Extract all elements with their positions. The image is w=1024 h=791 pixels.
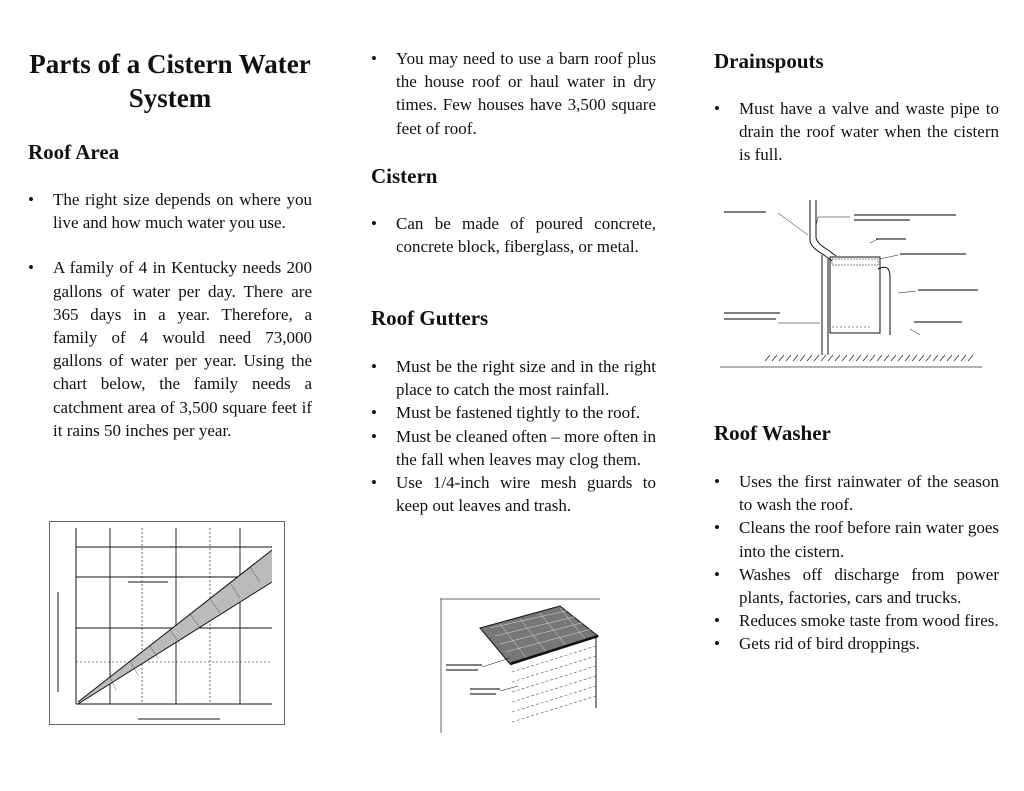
roof-washer-heading: Roof Washer (714, 421, 831, 445)
list-item: • A family of 4 in Kentucky needs 200 gallons of water per day. There are 365 days in a year. Therefore, a family of 4 would need 73,000 gallons of water per year. Using the chart below, the family needs a catchment area of 3,500 square feet if it rains 50 inches per year. (28, 256, 312, 442)
drainspout-diagram (720, 195, 984, 370)
roof-washer-list (714, 470, 999, 656)
drainspout-diagram-figure (720, 195, 984, 370)
cistern-list (371, 212, 656, 258)
list-item: • Washes off discharge from power plants, factories, cars and trucks. (714, 563, 999, 609)
list-item: • Must be fastened tightly to the roof. (371, 401, 656, 424)
drainspouts-heading: Drainspouts (714, 49, 824, 73)
chart-grid (76, 528, 272, 704)
list-item: • Use 1/4-inch wire mesh guards to keep out leaves and trash. (371, 471, 656, 517)
page-title: Parts of a Cistern Water System (29, 49, 311, 113)
gutter-illustration-figure (440, 598, 600, 733)
gutter-illustration (440, 598, 600, 733)
downspout-pipe (810, 200, 832, 261)
series-line (78, 550, 272, 702)
list-item: • Must be the right size and in the right place to catch the most rainfall. (371, 355, 656, 401)
list-item: • Can be made of poured concrete, concrete block, fiberglass, or metal. (371, 212, 656, 258)
list-item: • You may need to use a barn roof plus the house roof or haul water in dry times. Few houses have 3,500 square feet of roof. (371, 47, 656, 140)
cistern-heading: Cistern (371, 164, 438, 188)
series-line (78, 582, 272, 704)
ground-hatch (765, 355, 973, 361)
list-item: • Gets rid of bird droppings. (714, 632, 999, 655)
roof-washer-box (830, 257, 880, 333)
catchment-area-chart (50, 522, 284, 724)
illegible-labels (724, 212, 978, 322)
list-item: • Cleans the roof before rain water goes into the cistern. (714, 516, 999, 562)
roof-gutters-list (371, 355, 656, 517)
illegible-labels (446, 665, 500, 694)
roof-area-list (28, 188, 312, 442)
roof-gutters-heading: Roof Gutters (371, 306, 489, 330)
list-item: • Must have a valve and waste pipe to drain the roof water when the cistern is full. (714, 97, 999, 167)
list-item: • Uses the first rainwater of the season to wash the roof. (714, 470, 999, 516)
drainspouts-list (714, 97, 999, 167)
list-item: • The right size depends on where you live and how much water you use. (28, 188, 312, 234)
list-item: • Reduces smoke taste from wood fires. (714, 609, 999, 632)
intro-list (371, 47, 656, 140)
list-item: • Must be cleaned often – more often in the fall when leaves may clog them. (371, 425, 656, 471)
chart-dashed-guides (76, 528, 272, 704)
catchment-area-chart-figure (49, 521, 285, 725)
roof-area-heading: Roof Area (28, 140, 120, 164)
screen (832, 259, 878, 265)
